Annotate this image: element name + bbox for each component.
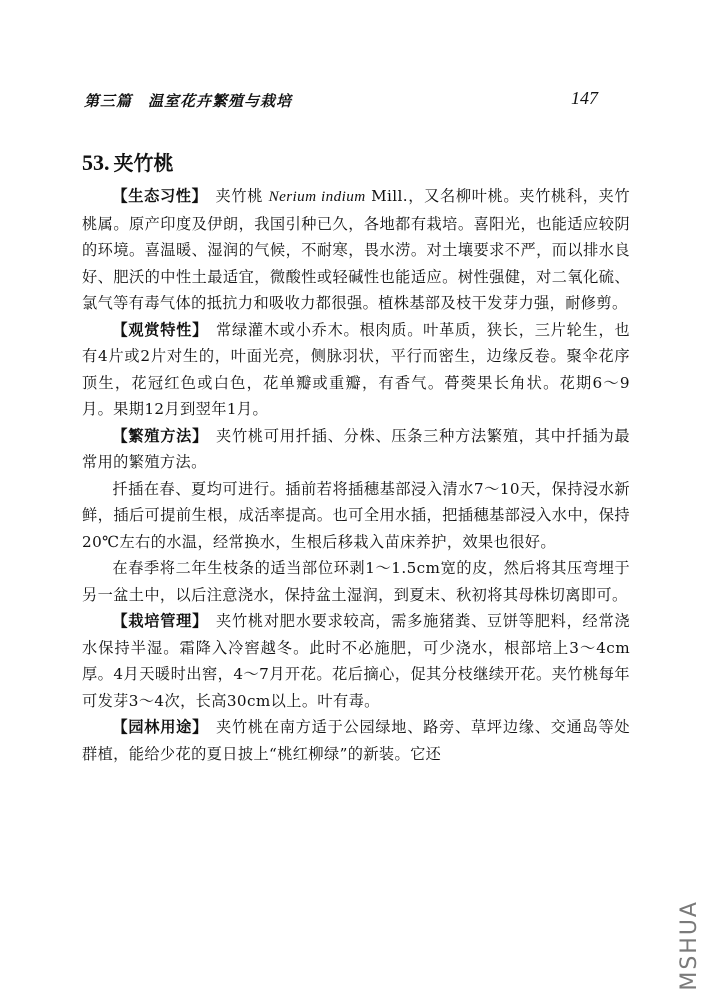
paragraph-text: 在春季将二年生枝条的适当部位环剥1～1.5cm宽的皮，然后将其压弯埋于另一盆土中，以后注意浇水，保持盆土湿润，到夏末、秋初将其母株切离即可。 bbox=[82, 559, 630, 604]
paragraph-cuttings bbox=[82, 476, 630, 556]
paragraph-label: 【园林用途】 bbox=[112, 718, 209, 736]
paragraph-layering bbox=[82, 555, 630, 608]
paragraph-ornamental bbox=[82, 317, 630, 423]
paragraph-label: 【生态习性】 bbox=[112, 187, 208, 205]
paragraph-text: 夹竹桃在南方适于公园绿地、路旁、草坪边缘、交通岛等处群植，能给少花的夏日披上“桃红柳绿”的新装。它还 bbox=[82, 718, 630, 763]
section-title: 夹竹桃 bbox=[113, 151, 174, 175]
page-number: 147 bbox=[571, 88, 598, 108]
paragraph-text: 夹竹桃对肥水要求较高，需多施猪粪、豆饼等肥料，经常浇水保持半湿。霜降入冷窖越冬。此时不必施肥，可少浇水，根部培上3～4cm厚。4月天暖时出窖，4～7月开花。花后摘心，促其分枝继续开花。夹竹桃每年可发芽3～4次，长高30cm以上。叶有毒。 bbox=[82, 612, 630, 710]
running-header bbox=[84, 86, 624, 114]
paragraph-label: 【观赏特性】 bbox=[112, 320, 209, 339]
latin-name: Nerium indium bbox=[268, 188, 366, 205]
paragraph-propagation bbox=[82, 423, 630, 476]
body-text bbox=[82, 183, 630, 767]
paragraph-text: 常绿灌木或小乔木。根肉质。叶革质，狭长，三片轮生，也有4片或2片对生的，叶面光亮，侧脉羽状，平行而密生，边缘反卷。聚伞花序顶生，花冠红色或白色，花单瓣或重瓣，有香气。蓇葖果长角状。花期6～9月。果期12月到翌年1月。 bbox=[82, 320, 630, 418]
paragraph-ecology bbox=[82, 183, 630, 317]
paragraph-text: 扦插在春、夏均可进行。插前若将插穗基部浸入清水7～10天，保持浸水新鲜，插后可提前生根，成活率提高。也可全用水插，把插穗基部浸入水中，保持20℃左右的水温，经常换水，生根后移栽入苗床养护，效果也很好。 bbox=[82, 479, 630, 551]
section-number: 53. bbox=[82, 150, 110, 175]
paragraph-cultivation bbox=[82, 608, 630, 714]
header-title: 第三篇 温室花卉繁殖与栽培 bbox=[84, 92, 293, 110]
paragraph-text: 夹竹桃 bbox=[215, 187, 264, 205]
watermark: MSHUA bbox=[677, 900, 702, 991]
paragraph-landscape bbox=[82, 714, 630, 767]
paragraph-label: 【栽培管理】 bbox=[112, 612, 209, 630]
paragraph-text: Mill.，又名柳叶桃。夹竹桃科，夹竹桃属。原产印度及伊朗，我国引种已久，各地都有栽培。喜阳光，也能适应较阴的环境。喜温暖、湿润的气候，不耐寒，畏水涝。对土壤要求不严，而以排水良好、肥沃的中性土最适宜，微酸性或轻碱性也能适应。树性强健，对二氧化硫、氯气等有毒气体的抵抗力和吸收力都很强。植株基部及枝干发芽力强，耐修剪。 bbox=[82, 187, 630, 312]
paragraph-label: 【繁殖方法】 bbox=[112, 426, 209, 445]
section-heading bbox=[82, 147, 174, 176]
paragraph-text: 夹竹桃可用扦插、分株、压条三种方法繁殖，其中扦插为最常用的繁殖方法。 bbox=[82, 426, 630, 471]
